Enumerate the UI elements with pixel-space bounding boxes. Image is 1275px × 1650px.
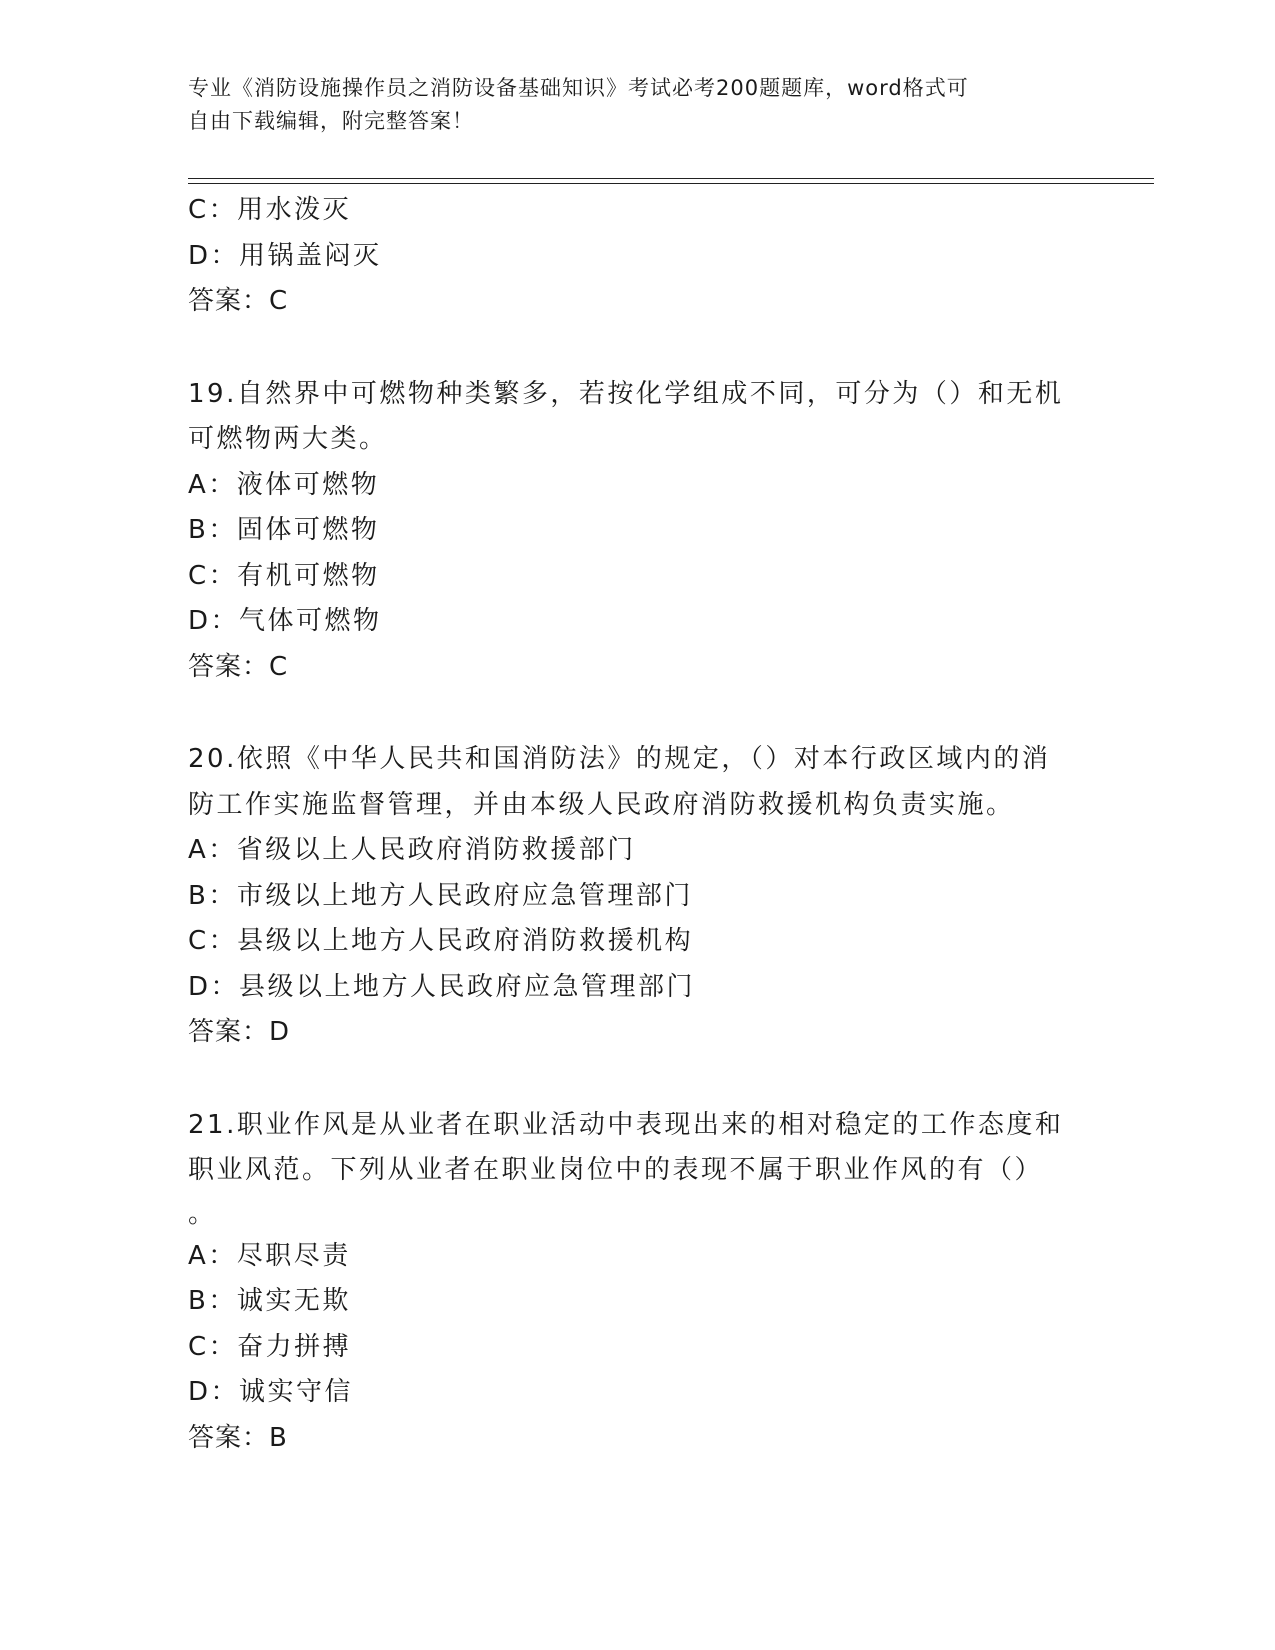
- question-stem-line: 21.职业作风是从业者在职业活动中表现出来的相对稳定的工作态度和: [188, 1109, 1064, 1140]
- option-c: C：有机可燃物: [188, 560, 380, 591]
- option-b: B：市级以上地方人民政府应急管理部门: [188, 880, 693, 911]
- question-20: [188, 737, 1088, 1056]
- answer-line: 答案：B: [188, 1422, 288, 1453]
- option-d: D：用锅盖闷灭: [188, 240, 382, 271]
- header-divider-top: [188, 178, 1154, 179]
- option-c: C：县级以上地方人民政府消防救援机构: [188, 926, 694, 956]
- answer-line: 答案：D: [188, 1017, 291, 1047]
- answer-line: 答案：C: [188, 286, 289, 316]
- option-a: A：液体可燃物: [188, 469, 380, 500]
- question-19: [188, 372, 1088, 691]
- question-stem-line: 。: [188, 1198, 217, 1229]
- option-d: D：诚实守信: [188, 1377, 354, 1407]
- question-stem-line: 职业风范。下列从业者在职业岗位中的表现不属于职业作风的有（）: [188, 1155, 1044, 1185]
- option-d: D：气体可燃物: [188, 606, 382, 636]
- answer-line: 答案：C: [188, 651, 289, 682]
- document-header: [188, 72, 1088, 138]
- header-title-line-1: 专业《消防设施操作员之消防设备基础知识》考试必考200题题库，word格式可: [188, 76, 969, 100]
- option-c: C：奋力拼搏: [188, 1331, 352, 1362]
- question-stem-line: 20.依照《中华人民共和国消防法》的规定，（）对本行政区域内的消: [188, 744, 1051, 774]
- question-21: [188, 1103, 1088, 1462]
- option-b: B：诚实无欺: [188, 1286, 351, 1316]
- question-stem-line: 防工作实施监督管理，并由本级人民政府消防救援机构负责实施。: [188, 789, 1015, 820]
- header-divider-bottom: [188, 183, 1154, 184]
- option-b: B：固体可燃物: [188, 515, 380, 545]
- question-list: [188, 188, 1088, 1461]
- option-d: D：县级以上地方人民政府应急管理部门: [188, 971, 696, 1002]
- question-stem-line: 19.自然界中可燃物种类繁多，若按化学组成不同，可分为（）和无机: [188, 378, 1064, 409]
- question-stem-line: 可燃物两大类。: [188, 424, 388, 454]
- header-title-line-2: 自由下载编辑，附完整答案！: [188, 109, 474, 133]
- option-c: C：用水泼灭: [188, 195, 352, 225]
- option-a: A：尽职尽责: [188, 1240, 351, 1271]
- option-a: A：省级以上人民政府消防救援部门: [188, 835, 636, 865]
- question-18-continuation: [188, 188, 1088, 325]
